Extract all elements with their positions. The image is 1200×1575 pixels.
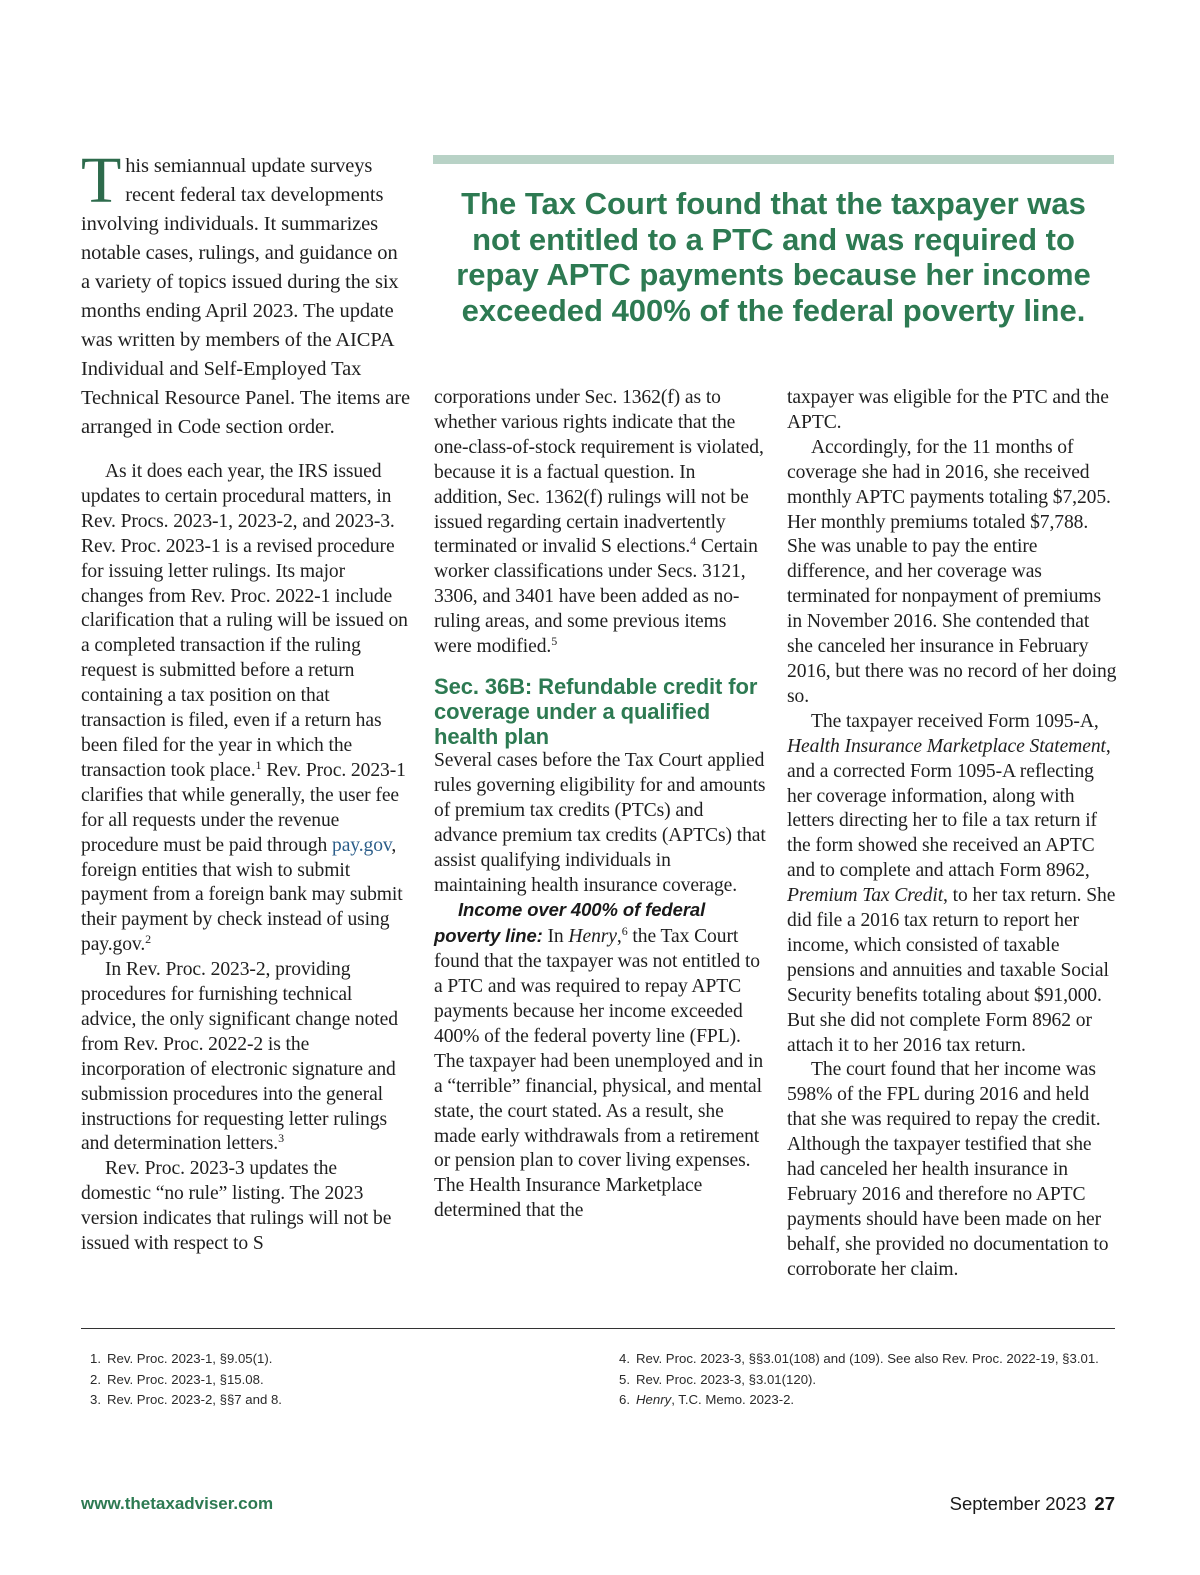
footnote-rule [81, 1328, 1115, 1329]
footnote: 1. Rev. Proc. 2023-1, §9.05(1). [90, 1351, 273, 1366]
case-name: Henry [568, 926, 617, 948]
paragraph: taxpayer was eligible for the PTC and the APTC. [787, 387, 1109, 433]
footnote-ref[interactable]: 1 [255, 757, 262, 772]
column-1 [81, 144, 411, 1257]
paragraph: Several cases before the Tax Court applied rules governing eligibility for and amounts of premium tax credits (PTCs) and advance premium tax credits (APTCs) that assist qualifying individuals in maintaining health insurance coverage. [434, 749, 766, 896]
paragraph: Income over 400% of federal poverty line: In Henry,$^6$ the Tax Court found that the taxpayer was not entitled to a PTC and was required to repay APTC payments because her income exceeded 400% of the federal poverty line (FPL). The taxpayer had been unemployed and in a “terrible” financial, physical, and mental state, the court stated. As a result, she made early withdrawals from a retirement or pension plan to cover living expenses. The Health Insurance Marketplace determined that the [434, 899, 764, 1222]
form-title: Health Insurance Marketplace Statement [787, 735, 1106, 757]
footnote-ref[interactable]: 2 [145, 932, 152, 947]
paragraph: Rev. Proc. 2023-3 updates the domestic “no rule” listing. The 2023 version indicates that rulings will not be issued with respect to S [81, 1158, 392, 1255]
paragraph: In Rev. Proc. 2023-2, providing procedures for furnishing technical advice, the only significant change noted from Rev. Proc. 2022-2 is the incorporation of electronic signature and submission procedures into the general instructions for requesting letter rulings and determination letters.$^3$ [81, 959, 398, 1155]
paragraph: The taxpayer received Form 1095-A, Health Insurance Marketplace Statement, and a corrected Form 1095-A reflecting her coverage information, along with letters directing her to file a tax return if the form showed she received an APTC and to complete and attach Form 8962, Premium Tax Credit, to her tax return. She did file a 2016 tax return to report her income, which consisted of taxable pensions and annuities and taxable Social Security benefits totaling about $91,000. But she did not complete Form 8962 or attach it to her 2016 tax return. [787, 710, 1116, 1056]
column-3 [787, 386, 1117, 1283]
footnote: 5. Rev. Proc. 2023-3, §3.01(120). [619, 1371, 817, 1387]
footnotes-left [85, 1349, 282, 1411]
section-heading: Sec. 36B: Refundable credit for coverage under a qualified health plan [434, 673, 758, 749]
footnote-ref[interactable]: 5 [551, 634, 558, 649]
intro-text: his semiannual update surveys recent federal tax developments involving individuals. It summarizes notable cases, rulings, and guidance on a variety of topics issued during the six months ending April 2023. The update was written by members of the AICPA Individual and Self-Employed Tax Technical Resource Panel. The items are arranged in Code section order. [81, 155, 410, 438]
footnote-ref[interactable]: 3 [278, 1131, 284, 1146]
footnotes-right [614, 1349, 1099, 1411]
footer-date-page [950, 1493, 1115, 1515]
footnote: 4. Rev. Proc. 2023-3, §§3.01(108) and (109). See also Rev. Proc. 2022-19, §3.01. [619, 1351, 1099, 1366]
paragraph: The court found that her income was 598% of the FPL during 2016 and held that she was required to repay the credit. Although the taxpayer testified that she had canceled her health insurance in February 2016 and therefore no APTC payments should have been made on her behalf, she provided no documentation to corroborate her claim. [787, 1059, 1109, 1280]
footnote: 2. Rev. Proc. 2023-1, §15.08. [90, 1371, 264, 1387]
column-2 [434, 386, 766, 1224]
paragraph: corporations under Sec. 1362(f) as to whether various rights indicate that the one-class-of-stock requirement is violated, because it is a factual question. In addition, Sec. 1362(f) rulings will not be issued regarding certain inadvertently terminated or invalid S elections.$^4$ Certain worker classifications under Secs. 3121, 3306, and 3401 have been added as no-ruling areas, and some previous items were modified.$^5$ [434, 387, 764, 658]
form-title: Premium Tax Credit [787, 885, 944, 907]
footnote: 6. Henry, T.C. Memo. 2023-2. [619, 1392, 795, 1407]
issue-date: September 2023 [949, 1493, 1087, 1514]
paygov-link[interactable]: pay.gov [332, 834, 392, 856]
page-number: 27 [1094, 1493, 1115, 1514]
paragraph: As it does each year, the IRS issued updates to certain procedural matters, in Rev. Procs. 2023-1, 2023-2, and 2023-3. Rev. Proc. 2023-1 is a revised procedure for issuing letter rulings. Its major changes from Rev. Proc. 2022-1 include clarification that a ruling will be issued on a completed transaction if the ruling request is submitted before a return containing a tax position on that transaction is filed, even if a return has been filed for the year in which the transaction took place.$^1$ Rev. Proc. 2023-1 clarifies that while generally, the user fee for all requests under the revenue procedure must be paid through pay.gov, foreign entities that wish to submit payment from a foreign bank may submit their payment by check instead of using pay.gov.$^2$ [81, 461, 408, 956]
footnote-ref[interactable]: 6 [621, 924, 628, 939]
paragraph: Accordingly, for the 11 months of coverage she had in 2016, she received monthly APTC payments totaling $7,205. Her monthly premiums totaled $7,788. She was unable to pay the entire difference, and her coverage was terminated for nonpayment of premiums in November 2016. She contended that she canceled her insurance in February 2016, but there was no record of her doing so. [787, 436, 1117, 707]
footer-website[interactable]: www.thetaxadviser.com [81, 1494, 274, 1513]
run-in-heading: Income over 400% of federal poverty line: [434, 899, 706, 947]
footnote: 3. Rev. Proc. 2023-2, §§7 and 8. [90, 1392, 282, 1407]
callout-bar [433, 155, 1114, 164]
intro-paragraph [81, 144, 411, 442]
pull-quote: The Tax Court found that the taxpayer was not entitled to a PTC and was required to repay APTC payments because her income exceeded 400% of the federal poverty line. [456, 186, 1091, 328]
drop-cap: T [81, 144, 122, 217]
footnote-ref[interactable]: 4 [690, 534, 697, 549]
